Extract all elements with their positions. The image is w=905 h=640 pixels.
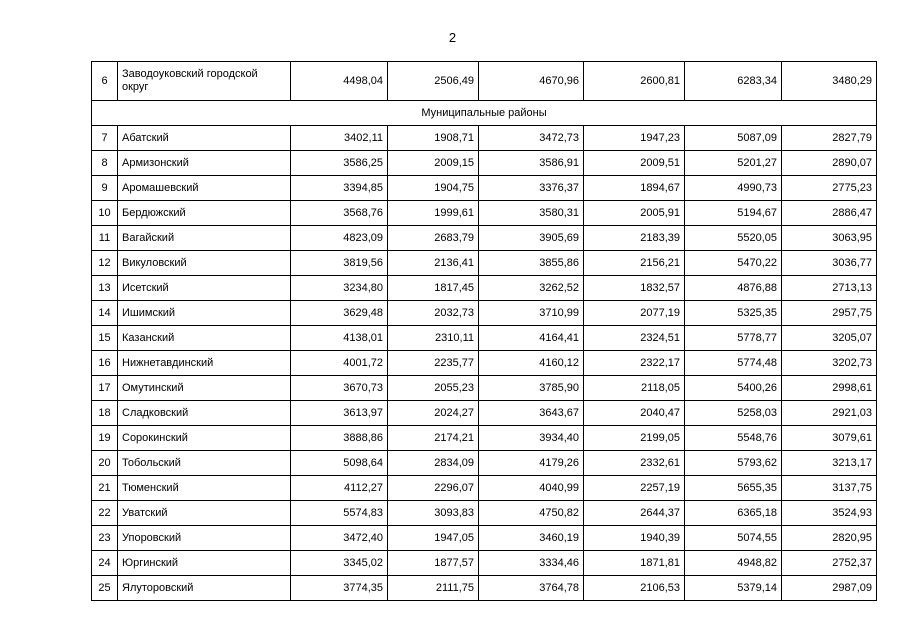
value-cell: 1908,71: [388, 126, 479, 151]
value-cell: 3137,75: [782, 476, 877, 501]
value-cell: 2713,13: [782, 276, 877, 301]
value-cell: 2310,11: [388, 326, 479, 351]
value-cell: 3613,97: [291, 401, 388, 426]
table-row: [92, 376, 877, 401]
value-cell: 5379,14: [685, 576, 782, 601]
row-number: 6: [92, 62, 118, 101]
value-cell: 2296,07: [388, 476, 479, 501]
municipality-name: Сладковский: [118, 401, 291, 426]
value-cell: 3855,86: [479, 251, 584, 276]
value-cell: 3345,02: [291, 551, 388, 576]
value-cell: 2183,39: [584, 226, 685, 251]
value-cell: 4138,01: [291, 326, 388, 351]
row-number: 7: [92, 126, 118, 151]
row-number: 10: [92, 201, 118, 226]
municipality-name: Уватский: [118, 501, 291, 526]
value-cell: 3774,35: [291, 576, 388, 601]
value-cell: 3460,19: [479, 526, 584, 551]
value-cell: 2324,51: [584, 326, 685, 351]
value-cell: 3586,91: [479, 151, 584, 176]
value-cell: 1894,67: [584, 176, 685, 201]
value-cell: 2921,03: [782, 401, 877, 426]
value-cell: 2322,17: [584, 351, 685, 376]
row-number: 20: [92, 451, 118, 476]
municipality-name: Юргинский: [118, 551, 291, 576]
value-cell: 2111,75: [388, 576, 479, 601]
value-cell: 3063,95: [782, 226, 877, 251]
value-cell: 4823,09: [291, 226, 388, 251]
row-number: 13: [92, 276, 118, 301]
value-cell: 3213,17: [782, 451, 877, 476]
value-cell: 2174,21: [388, 426, 479, 451]
value-cell: 2332,61: [584, 451, 685, 476]
value-cell: 4750,82: [479, 501, 584, 526]
value-cell: 3079,61: [782, 426, 877, 451]
value-cell: 4179,26: [479, 451, 584, 476]
municipality-name: Ишимский: [118, 301, 291, 326]
table-row: [92, 576, 877, 601]
value-cell: 5074,55: [685, 526, 782, 551]
value-cell: 2683,79: [388, 226, 479, 251]
value-cell: 2055,23: [388, 376, 479, 401]
value-cell: 5400,26: [685, 376, 782, 401]
value-cell: 4112,27: [291, 476, 388, 501]
table-row: [92, 551, 877, 576]
value-cell: 3905,69: [479, 226, 584, 251]
value-cell: 2987,09: [782, 576, 877, 601]
value-cell: 3568,76: [291, 201, 388, 226]
row-number: 8: [92, 151, 118, 176]
page-number: 2: [448, 30, 457, 45]
table-row: [92, 62, 877, 101]
value-cell: 3480,29: [782, 62, 877, 101]
row-number: 9: [92, 176, 118, 201]
value-cell: 2827,79: [782, 126, 877, 151]
value-cell: 2118,05: [584, 376, 685, 401]
municipality-name: Упоровский: [118, 526, 291, 551]
table-row: [92, 276, 877, 301]
municipality-name: Заводоуковский городской округ: [118, 62, 291, 101]
table-row: [92, 176, 877, 201]
row-number: 15: [92, 326, 118, 351]
municipality-name: Омутинский: [118, 376, 291, 401]
value-cell: 1940,39: [584, 526, 685, 551]
value-cell: 2834,09: [388, 451, 479, 476]
value-cell: 3888,86: [291, 426, 388, 451]
value-cell: 4001,72: [291, 351, 388, 376]
value-cell: 2775,23: [782, 176, 877, 201]
row-number: 21: [92, 476, 118, 501]
table-row: [92, 126, 877, 151]
value-cell: 2644,37: [584, 501, 685, 526]
value-cell: 3202,73: [782, 351, 877, 376]
value-cell: 3376,37: [479, 176, 584, 201]
value-cell: 2257,19: [584, 476, 685, 501]
data-table: [91, 61, 877, 601]
value-cell: 4990,73: [685, 176, 782, 201]
value-cell: 3629,48: [291, 301, 388, 326]
value-cell: 4670,96: [479, 62, 584, 101]
value-cell: 1877,57: [388, 551, 479, 576]
value-cell: 5778,77: [685, 326, 782, 351]
table-row: [92, 251, 877, 276]
value-cell: 3093,83: [388, 501, 479, 526]
table-row: [92, 426, 877, 451]
table-row: [92, 201, 877, 226]
value-cell: 3262,52: [479, 276, 584, 301]
section-row: [92, 101, 877, 126]
value-cell: 1817,45: [388, 276, 479, 301]
value-cell: 4164,41: [479, 326, 584, 351]
table-row: [92, 351, 877, 376]
value-cell: 2009,15: [388, 151, 479, 176]
value-cell: 3234,80: [291, 276, 388, 301]
municipality-name: Исетский: [118, 276, 291, 301]
value-cell: 5548,76: [685, 426, 782, 451]
value-cell: 1999,61: [388, 201, 479, 226]
value-cell: 2009,51: [584, 151, 685, 176]
table-row: [92, 301, 877, 326]
municipality-name: Ялуторовский: [118, 576, 291, 601]
row-number: 16: [92, 351, 118, 376]
row-number: 19: [92, 426, 118, 451]
value-cell: 5470,22: [685, 251, 782, 276]
row-number: 18: [92, 401, 118, 426]
value-cell: 1947,05: [388, 526, 479, 551]
value-cell: 3205,07: [782, 326, 877, 351]
value-cell: 2998,61: [782, 376, 877, 401]
row-number: 11: [92, 226, 118, 251]
section-title: Муниципальные районы: [92, 101, 877, 126]
value-cell: 3764,78: [479, 576, 584, 601]
value-cell: 2235,77: [388, 351, 479, 376]
value-cell: 1947,23: [584, 126, 685, 151]
value-cell: 2156,21: [584, 251, 685, 276]
value-cell: 2890,07: [782, 151, 877, 176]
value-cell: 2024,27: [388, 401, 479, 426]
value-cell: 2600,81: [584, 62, 685, 101]
value-cell: 3785,90: [479, 376, 584, 401]
value-cell: 3472,40: [291, 526, 388, 551]
table-row: [92, 501, 877, 526]
value-cell: 2752,37: [782, 551, 877, 576]
value-cell: 5201,27: [685, 151, 782, 176]
table-row: [92, 526, 877, 551]
value-cell: 2040,47: [584, 401, 685, 426]
value-cell: 5258,03: [685, 401, 782, 426]
municipality-name: Вагайский: [118, 226, 291, 251]
value-cell: 2820,95: [782, 526, 877, 551]
value-cell: 5325,35: [685, 301, 782, 326]
table-row: [92, 151, 877, 176]
table-row: [92, 476, 877, 501]
value-cell: 2886,47: [782, 201, 877, 226]
value-cell: 2005,91: [584, 201, 685, 226]
value-cell: 5098,64: [291, 451, 388, 476]
value-cell: 1832,57: [584, 276, 685, 301]
value-cell: 3670,73: [291, 376, 388, 401]
value-cell: 5774,48: [685, 351, 782, 376]
value-cell: 4876,88: [685, 276, 782, 301]
value-cell: 4160,12: [479, 351, 584, 376]
row-number: 14: [92, 301, 118, 326]
municipality-name: Тюменский: [118, 476, 291, 501]
value-cell: 3934,40: [479, 426, 584, 451]
table-body: [92, 62, 877, 601]
row-number: 12: [92, 251, 118, 276]
value-cell: 3586,25: [291, 151, 388, 176]
value-cell: 4948,82: [685, 551, 782, 576]
value-cell: 2077,19: [584, 301, 685, 326]
value-cell: 2136,41: [388, 251, 479, 276]
value-cell: 6365,18: [685, 501, 782, 526]
value-cell: 5793,62: [685, 451, 782, 476]
municipality-name: Викуловский: [118, 251, 291, 276]
municipality-name: Нижнетавдинский: [118, 351, 291, 376]
value-cell: 2506,49: [388, 62, 479, 101]
value-cell: 3524,93: [782, 501, 877, 526]
value-cell: 2106,53: [584, 576, 685, 601]
municipality-name: Армизонский: [118, 151, 291, 176]
municipality-name: Сорокинский: [118, 426, 291, 451]
value-cell: 2957,75: [782, 301, 877, 326]
municipality-name: Бердюжский: [118, 201, 291, 226]
municipality-name: Абатский: [118, 126, 291, 151]
value-cell: 1871,81: [584, 551, 685, 576]
table-row: [92, 226, 877, 251]
municipality-name: Тобольский: [118, 451, 291, 476]
value-cell: 4040,99: [479, 476, 584, 501]
value-cell: 3580,31: [479, 201, 584, 226]
value-cell: 5574,83: [291, 501, 388, 526]
value-cell: 1904,75: [388, 176, 479, 201]
row-number: 23: [92, 526, 118, 551]
municipality-name: Аромашевский: [118, 176, 291, 201]
table-row: [92, 451, 877, 476]
table-row: [92, 401, 877, 426]
table-row: [92, 326, 877, 351]
row-number: 17: [92, 376, 118, 401]
value-cell: 2199,05: [584, 426, 685, 451]
value-cell: 2032,73: [388, 301, 479, 326]
row-number: 25: [92, 576, 118, 601]
row-number: 24: [92, 551, 118, 576]
value-cell: 5087,09: [685, 126, 782, 151]
value-cell: 3710,99: [479, 301, 584, 326]
value-cell: 3819,56: [291, 251, 388, 276]
municipality-name: Казанский: [118, 326, 291, 351]
value-cell: 5520,05: [685, 226, 782, 251]
value-cell: 6283,34: [685, 62, 782, 101]
value-cell: 3036,77: [782, 251, 877, 276]
value-cell: 3402,11: [291, 126, 388, 151]
value-cell: 3643,67: [479, 401, 584, 426]
value-cell: 3394,85: [291, 176, 388, 201]
value-cell: 3334,46: [479, 551, 584, 576]
value-cell: 5194,67: [685, 201, 782, 226]
value-cell: 3472,73: [479, 126, 584, 151]
row-number: 22: [92, 501, 118, 526]
value-cell: 5655,35: [685, 476, 782, 501]
value-cell: 4498,04: [291, 62, 388, 101]
